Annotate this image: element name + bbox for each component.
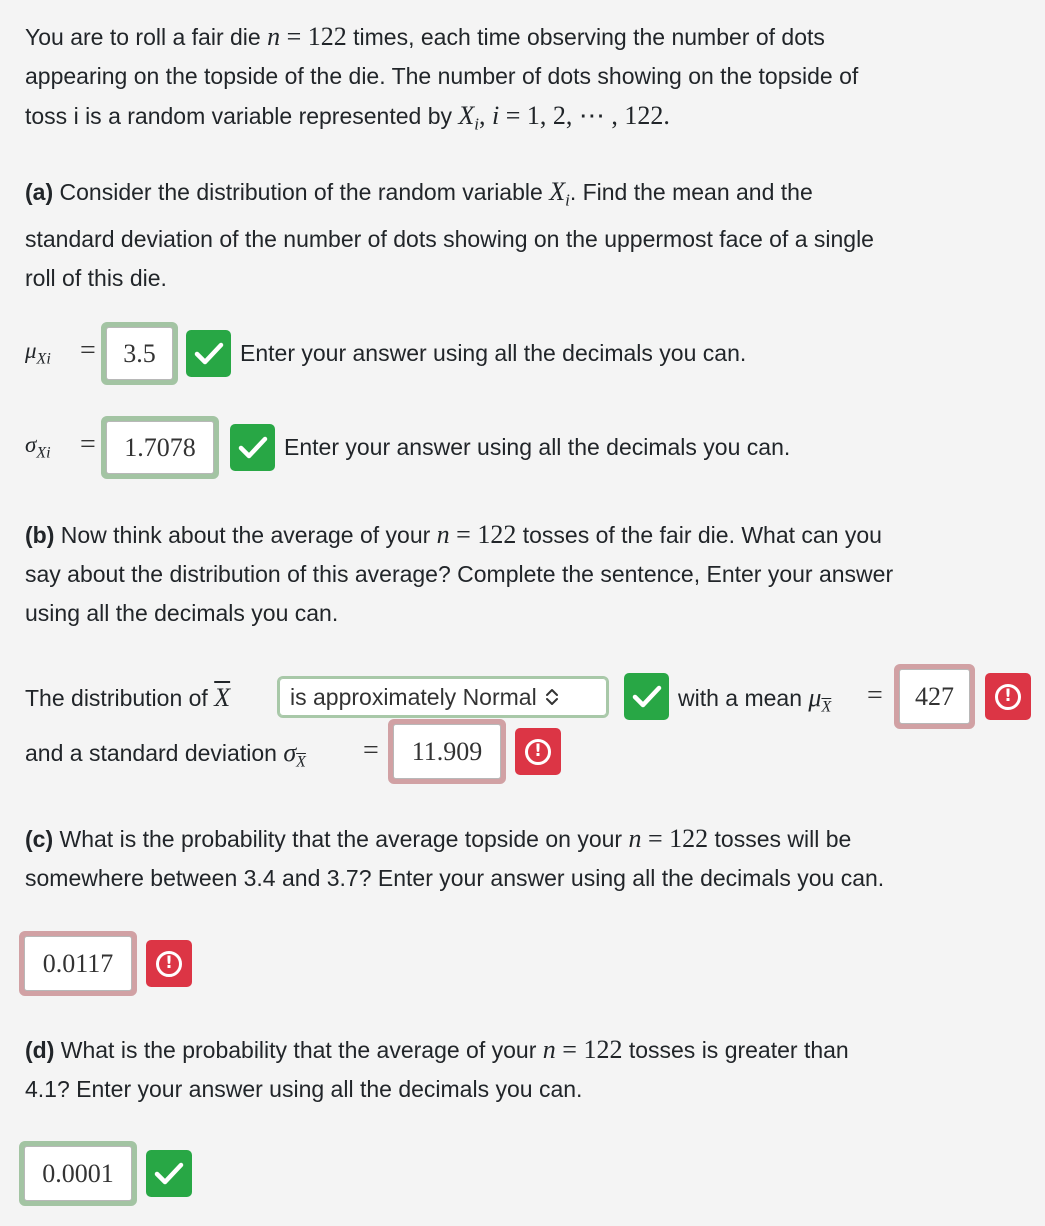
- intro-text-part: times, each time observing the number of dots: [346, 24, 825, 50]
- dist-prefix: [25, 683, 230, 713]
- sigma-xi-hint: Enter your answer using all the decimals you can.: [284, 434, 791, 460]
- math-n: n: [628, 824, 642, 853]
- math-sub-i: i: [474, 114, 480, 134]
- part-c-label: (c): [25, 826, 54, 852]
- part-d-answer[interactable]: [19, 1141, 137, 1206]
- equals-sign: =: [363, 735, 379, 766]
- math-equals: =: [280, 22, 308, 51]
- part-c-input[interactable]: 0.0117: [24, 936, 132, 991]
- mean-prefix-text: with a mean: [678, 685, 809, 711]
- part-b-text-part: tosses of the fair die. What can you: [516, 522, 882, 548]
- part-b-text-part: Now think about the average of your: [54, 522, 437, 548]
- equals-sign: =: [80, 335, 96, 366]
- distribution-correct-badge: [624, 673, 669, 720]
- mean-xbar-input[interactable]: 427: [899, 669, 970, 724]
- check-icon: [154, 1162, 184, 1186]
- sigma-symbol: σ: [283, 738, 297, 767]
- mu-xi-correct-badge: [186, 330, 231, 377]
- part-a-text: [25, 172, 874, 298]
- math-xbar-sub: X: [821, 698, 832, 716]
- intro-text: [25, 17, 858, 144]
- dist-prefix-text: The distribution of: [25, 685, 215, 711]
- math-xbar-sub: X: [296, 753, 306, 771]
- intro-text-part: toss i is a random variable represented by: [25, 103, 459, 129]
- equals-sign: =: [867, 680, 883, 711]
- mu-symbol: μ: [25, 338, 37, 363]
- distribution-select[interactable]: [279, 678, 607, 716]
- math-sub-i: i: [565, 190, 570, 210]
- math-n-value: 122: [477, 520, 517, 549]
- mean-xbar-answer[interactable]: [894, 664, 975, 729]
- check-icon: [632, 685, 662, 709]
- sd-xbar-input[interactable]: 11.909: [393, 724, 501, 779]
- math-equals: =: [555, 1035, 584, 1064]
- math-x: X: [458, 101, 475, 130]
- intro-text-line: appearing on the topside of the die. The number of dots showing on the topside of: [25, 63, 859, 89]
- part-a-text-part: . Find the mean and the: [569, 179, 813, 205]
- exclamation-circle-icon: !: [995, 684, 1021, 710]
- check-icon: [194, 342, 224, 366]
- sd-incorrect-badge: [515, 728, 561, 775]
- mu-xi-input[interactable]: 3.5: [106, 327, 173, 380]
- part-b-text-line: say about the distribution of this average? Complete the sentence, Enter your answer: [25, 561, 894, 587]
- part-d-text-part: tosses is greater than: [622, 1037, 849, 1063]
- math-x: X: [549, 177, 566, 206]
- part-b-label: (b): [25, 522, 55, 548]
- mu-xi-hint: Enter your answer using all the decimals you can.: [240, 340, 747, 366]
- mean-incorrect-badge: [985, 673, 1031, 720]
- sigma-symbol: σ: [25, 432, 37, 457]
- sd-prefix: [25, 738, 306, 772]
- mu-xi-symbol: [25, 338, 51, 369]
- part-d-correct-badge: [146, 1150, 192, 1197]
- distribution-select-value: is approximately Normal: [290, 683, 537, 710]
- math-n: n: [267, 22, 281, 51]
- part-c-text-part: What is the probability that the average topside on your: [53, 826, 629, 852]
- part-a-text-line: roll of this die.: [25, 264, 167, 291]
- math-n: n: [542, 1035, 556, 1064]
- math-n-value: 122: [307, 22, 347, 51]
- math-equals: =: [449, 520, 478, 549]
- check-icon: [238, 436, 268, 460]
- math-range: = 1, 2, ⋯ , 122.: [499, 101, 670, 130]
- math-equals: =: [641, 824, 670, 853]
- math-n: n: [436, 520, 450, 549]
- part-c-answer[interactable]: [19, 931, 137, 996]
- part-a-label: (a): [25, 179, 54, 205]
- sigma-xi-correct-badge: [230, 424, 275, 471]
- sd-prefix-text: and a standard deviation: [25, 740, 284, 766]
- math-comma: ,: [479, 101, 493, 130]
- part-a-text-line: standard deviation of the number of dots showing on the uppermost face of a single: [25, 225, 874, 252]
- part-d-text: [25, 1030, 849, 1109]
- part-d-text-part: What is the probability that the average of your: [54, 1037, 543, 1063]
- part-c-incorrect-badge: [146, 940, 192, 987]
- mu-subscript: Xi: [36, 350, 51, 368]
- exclamation-circle-icon: !: [156, 951, 182, 977]
- part-d-input[interactable]: 0.0001: [24, 1146, 132, 1201]
- part-a-text-part: Consider the distribution of the random variable: [53, 179, 550, 205]
- part-b-text-line: using all the decimals you can.: [25, 600, 339, 626]
- part-d-label: (d): [25, 1037, 55, 1063]
- math-i: i: [492, 101, 500, 130]
- intro-text-part: You are to roll a fair die: [25, 24, 268, 50]
- exclamation-circle-icon: !: [525, 739, 551, 765]
- sigma-xi-input[interactable]: 1.7078: [106, 421, 214, 474]
- part-b-text: [25, 515, 893, 633]
- part-c-text-line: somewhere between 3.4 and 3.7? Enter your answer using all the decimals you can.: [25, 865, 885, 891]
- select-arrows-icon: [545, 688, 559, 706]
- sigma-xi-answer[interactable]: [101, 416, 219, 479]
- part-c-text-part: tosses will be: [708, 826, 852, 852]
- part-c-text: [25, 819, 884, 898]
- mu-xi-answer[interactable]: [101, 322, 178, 385]
- math-n-value: 122: [669, 824, 709, 853]
- part-d-text-line: 4.1? Enter your answer using all the decimals you can.: [25, 1076, 583, 1102]
- mean-prefix: [678, 683, 831, 717]
- math-xbar: $\overline{X}$: [214, 683, 231, 712]
- equals-sign: =: [80, 429, 96, 460]
- sigma-xi-symbol: [25, 432, 51, 463]
- math-n-value: 122: [583, 1035, 623, 1064]
- sd-xbar-answer[interactable]: [388, 719, 506, 784]
- mu-symbol: μ: [808, 683, 822, 712]
- sigma-subscript: Xi: [36, 444, 51, 462]
